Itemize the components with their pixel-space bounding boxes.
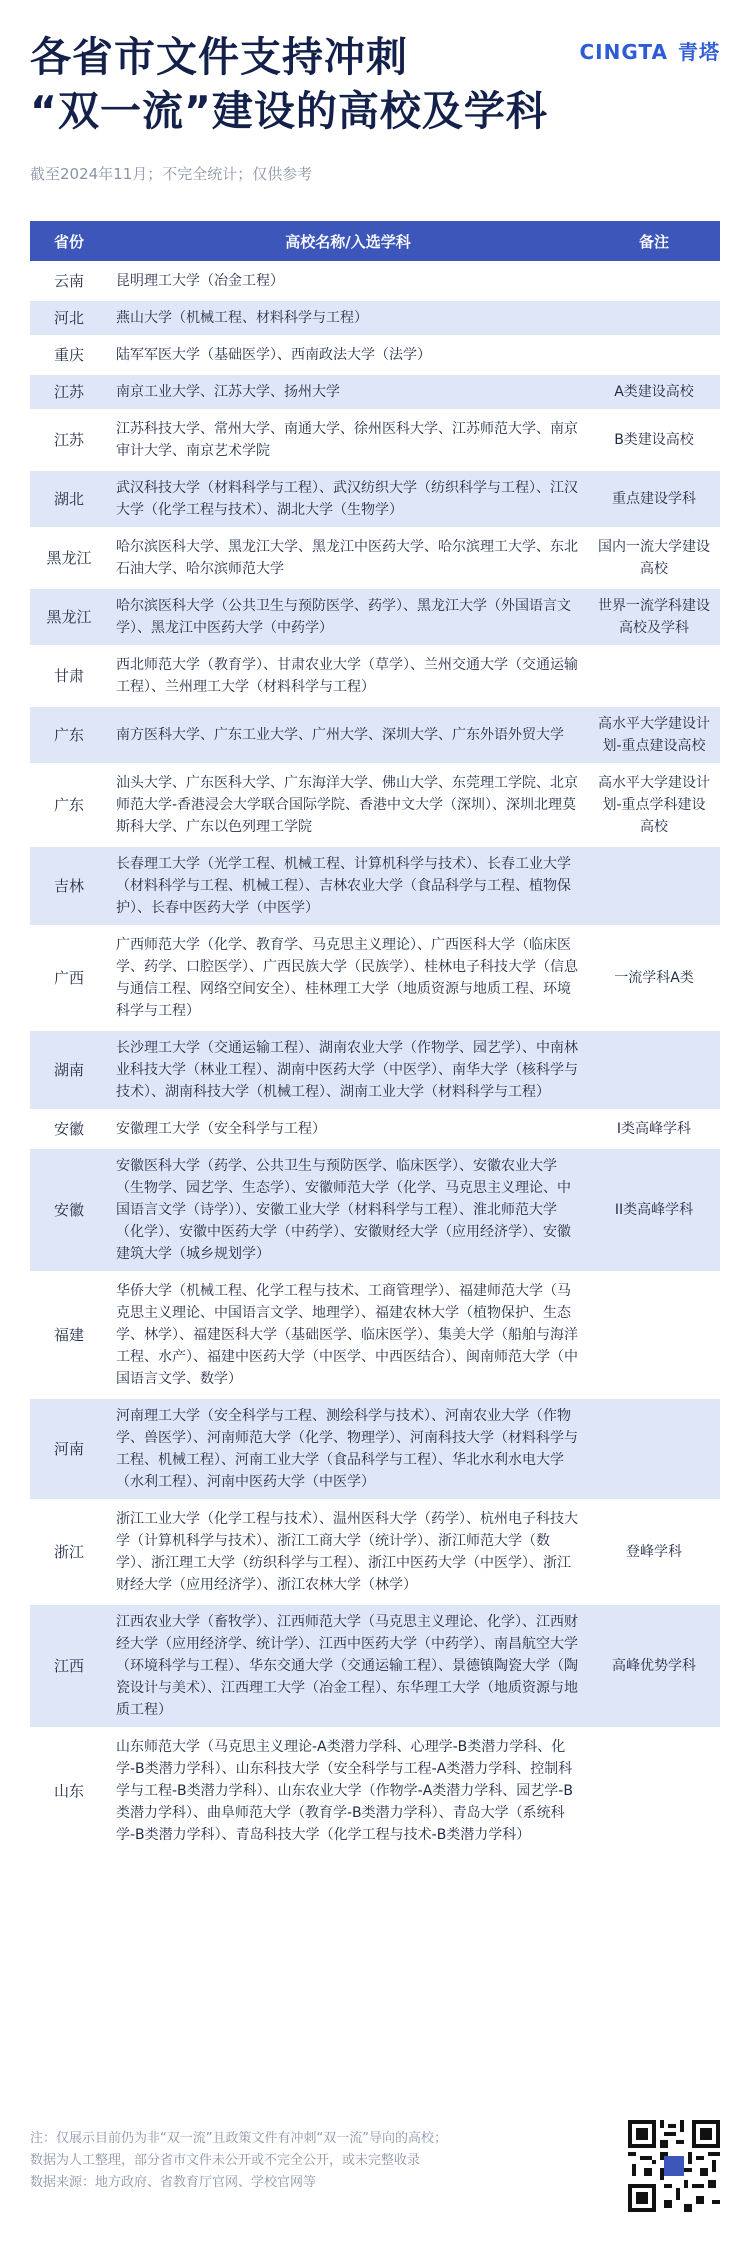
province-cell: 浙江	[30, 1502, 108, 1602]
table-row	[30, 1031, 720, 1109]
note-cell: 一流学科A类	[588, 928, 720, 1028]
province-cell: 福建	[30, 1274, 108, 1396]
province-cell: 云南	[30, 264, 108, 298]
province-cell: 广东	[30, 766, 108, 844]
universities-cell: 山东师范大学（马克思主义理论-A类潜力学科、心理学-B类潜力学科、化学-B类潜力学科）、山东科技大学（安全科学与工程-A类潜力学科、控制科学与工程-B类潜力学科）、山东农业大学（作物学-A类潜力学科、园艺学-B类潜力学科）、曲阜师范大学（教育学-B类潜力学科）、青岛大学（系统科学-B类潜力学科）、青岛科技大学（化学工程与技术-B类潜力学科）	[108, 1730, 588, 1852]
province-cell: 湖北	[30, 471, 108, 527]
note-cell	[588, 847, 720, 925]
province-cell: 广西	[30, 928, 108, 1028]
table-row	[30, 1112, 720, 1146]
footer-source: 数据来源：地方政府、省教育厅官网、学校官网等	[30, 2175, 317, 2190]
universities-cell: 哈尔滨医科大学、黑龙江大学、黑龙江中医药大学、哈尔滨理工大学、东北石油大学、哈尔滨师范大学	[108, 530, 588, 586]
header-province: 省份	[30, 221, 108, 261]
universities-cell: 南京工业大学、江苏大学、扬州大学	[108, 375, 588, 409]
universities-cell: 陆军军医大学（基础医学）、西南政法大学（法学）	[108, 338, 588, 372]
universities-cell: 江西农业大学（畜牧学）、江西师范大学（马克思主义理论、化学）、江西财经大学（应用经济学、统计学）、江西中医药大学（中药学）、南昌航空大学（环境科学与工程）、华东交通大学（交通运输工程）、景德镇陶瓷大学（陶瓷设计与美术）、江西理工大学（冶金工程）、东华理工大学（地质资源与地质工程）	[108, 1605, 588, 1727]
province-cell: 江苏	[30, 375, 108, 409]
title-line-2: “双一流”建设的高校及学科	[30, 87, 548, 135]
brand-cn: 青塔	[678, 40, 720, 64]
province-cell: 黑龙江	[30, 530, 108, 586]
note-cell: II类高峰学科	[588, 1149, 720, 1271]
footer-note-2: 数据为人工整理，部分省市文件未公开或不完全公开，或未完整收录	[30, 2153, 421, 2168]
qr-code	[628, 2120, 720, 2212]
table-row	[30, 1502, 720, 1602]
note-cell: 重点建设学科	[588, 471, 720, 527]
province-cell: 广东	[30, 707, 108, 763]
table-row	[30, 1605, 720, 1727]
province-cell: 江西	[30, 1605, 108, 1727]
note-cell: 世界一流学科建设高校及学科	[588, 589, 720, 645]
note-cell: 国内一流大学建设高校	[588, 530, 720, 586]
universities-cell: 昆明理工大学（冶金工程）	[108, 264, 588, 298]
table-row	[30, 412, 720, 468]
universities-cell: 汕头大学、广东医科大学、广东海洋大学、佛山大学、东莞理工学院、北京师范大学-香港浸会大学联合国际学院、香港中文大学（深圳）、深圳北理莫斯科大学、广东以色列理工学院	[108, 766, 588, 844]
universities-cell: 华侨大学（机械工程、化学工程与技术、工商管理学）、福建师范大学（马克思主义理论、中国语言文学、地理学）、福建农林大学（植物保护、生态学、林学）、福建医科大学（基础医学、临床医学）、集美大学（船舶与海洋工程、水产）、福建中医药大学（中医学、中西医结合）、闽南师范大学（中国语言文学、数学）	[108, 1274, 588, 1396]
title-line-1: 各省市文件支持冲刺	[30, 33, 408, 81]
universities-cell: 江苏科技大学、常州大学、南通大学、徐州医科大学、江苏师范大学、南京审计大学、南京艺术学院	[108, 412, 588, 468]
note-cell	[588, 1399, 720, 1499]
universities-table	[30, 218, 720, 1855]
brand-en: CINGTA	[579, 40, 668, 64]
universities-cell: 哈尔滨医科大学（公共卫生与预防医学、药学）、黑龙江大学（外国语言文学）、黑龙江中医药大学（中药学）	[108, 589, 588, 645]
province-cell: 河南	[30, 1399, 108, 1499]
universities-cell: 西北师范大学（教育学）、甘肃农业大学（草学）、兰州交通大学（交通运输工程）、兰州理工大学（材料科学与工程）	[108, 648, 588, 704]
table-row	[30, 589, 720, 645]
note-cell: 高水平大学建设计划-重点建设高校	[588, 707, 720, 763]
table-row	[30, 264, 720, 298]
table-row	[30, 530, 720, 586]
subtitle: 截至2024年11月；不完全统计；仅供参考	[30, 165, 313, 183]
universities-cell: 南方医科大学、广东工业大学、广州大学、深圳大学、广东外语外贸大学	[108, 707, 588, 763]
province-cell: 重庆	[30, 338, 108, 372]
table-row	[30, 766, 720, 844]
table-row	[30, 928, 720, 1028]
note-cell: A类建设高校	[588, 375, 720, 409]
province-cell: 吉林	[30, 847, 108, 925]
province-cell: 湖南	[30, 1031, 108, 1109]
table-header-row	[30, 221, 720, 261]
note-cell: 登峰学科	[588, 1502, 720, 1602]
universities-cell: 广西师范大学（化学、教育学、马克思主义理论）、广西医科大学（临床医学、药学、口腔医学）、广西民族大学（民族学）、桂林电子科技大学（信息与通信工程、网络空间安全）、桂林理工大学（地质资源与地质工程、环境科学与工程）	[108, 928, 588, 1028]
note-cell	[588, 648, 720, 704]
note-cell: B类建设高校	[588, 412, 720, 468]
table-row	[30, 1274, 720, 1396]
universities-cell: 河南理工大学（安全科学与工程、测绘科学与技术）、河南农业大学（作物学、兽医学）、河南师范大学（化学、物理学）、河南科技大学（材料科学与工程、机械工程）、河南工业大学（食品科学与工程）、华北水利水电大学（水利工程）、河南中医药大学（中医学）	[108, 1399, 588, 1499]
province-cell: 甘肃	[30, 648, 108, 704]
province-cell: 山东	[30, 1730, 108, 1852]
table-row	[30, 338, 720, 372]
table-row	[30, 1399, 720, 1499]
footer-note-1: 注：仅展示目前仍为非“双一流”且政策文件有冲刺“双一流”导向的高校；	[30, 2131, 447, 2146]
universities-cell: 安徽医科大学（药学、公共卫生与预防医学、临床医学）、安徽农业大学（生物学、园艺学、生态学）、安徽师范大学（化学、马克思主义理论、中国语言文学（诗学））、安徽工业大学（材料科学与工程）、淮北师范大学（化学）、安徽中医药大学（中药学）、安徽财经大学（应用经济学）、安徽建筑大学（城乡规划学）	[108, 1149, 588, 1271]
universities-cell: 长沙理工大学（交通运输工程）、湖南农业大学（作物学、园艺学）、中南林业科技大学（林业工程）、湖南中医药大学（中医学）、南华大学（核科学与技术）、湖南科技大学（机械工程）、湖南工业大学（材料科学与工程）	[108, 1031, 588, 1109]
note-cell	[588, 264, 720, 298]
note-cell: 高水平大学建设计划-重点学科建设高校	[588, 766, 720, 844]
note-cell	[588, 301, 720, 335]
province-cell: 安徽	[30, 1149, 108, 1271]
province-cell: 安徽	[30, 1112, 108, 1146]
note-cell	[588, 1031, 720, 1109]
note-cell: I类高峰学科	[588, 1112, 720, 1146]
footer-notes	[30, 2128, 590, 2194]
universities-cell: 安徽理工大学（安全科学与工程）	[108, 1112, 588, 1146]
province-cell: 江苏	[30, 412, 108, 468]
table-row	[30, 1149, 720, 1271]
universities-cell: 长春理工大学（光学工程、机械工程、计算机科学与技术）、长春工业大学（材料科学与工程、机械工程）、吉林农业大学（食品科学与工程、植物保护）、长春中医药大学（中医学）	[108, 847, 588, 925]
note-cell	[588, 1274, 720, 1396]
province-cell: 黑龙江	[30, 589, 108, 645]
note-cell: 高峰优势学科	[588, 1605, 720, 1727]
table-row	[30, 847, 720, 925]
universities-cell: 浙江工业大学（化学工程与技术）、温州医科大学（药学）、杭州电子科技大学（计算机科学与技术）、浙江工商大学（统计学）、浙江师范大学（数学）、浙江理工大学（纺织科学与工程）、浙江中医药大学（中医学）、浙江财经大学（应用经济学）、浙江农林大学（林学）	[108, 1502, 588, 1602]
table-row	[30, 707, 720, 763]
table-row	[30, 1730, 720, 1852]
universities-cell: 武汉科技大学（材料科学与工程）、武汉纺织大学（纺织科学与工程）、江汉大学（化学工程与技术）、湖北大学（生物学）	[108, 471, 588, 527]
table-row	[30, 471, 720, 527]
province-cell: 河北	[30, 301, 108, 335]
table-body	[30, 264, 720, 1852]
table-row	[30, 375, 720, 409]
brand-logo	[580, 36, 721, 65]
table-row	[30, 648, 720, 704]
header-universities: 高校名称/入选学科	[108, 221, 588, 261]
page-header	[30, 30, 720, 138]
header-note: 备注	[588, 221, 720, 261]
universities-cell: 燕山大学（机械工程、材料科学与工程）	[108, 301, 588, 335]
note-cell	[588, 338, 720, 372]
table-row	[30, 301, 720, 335]
note-cell	[588, 1730, 720, 1852]
